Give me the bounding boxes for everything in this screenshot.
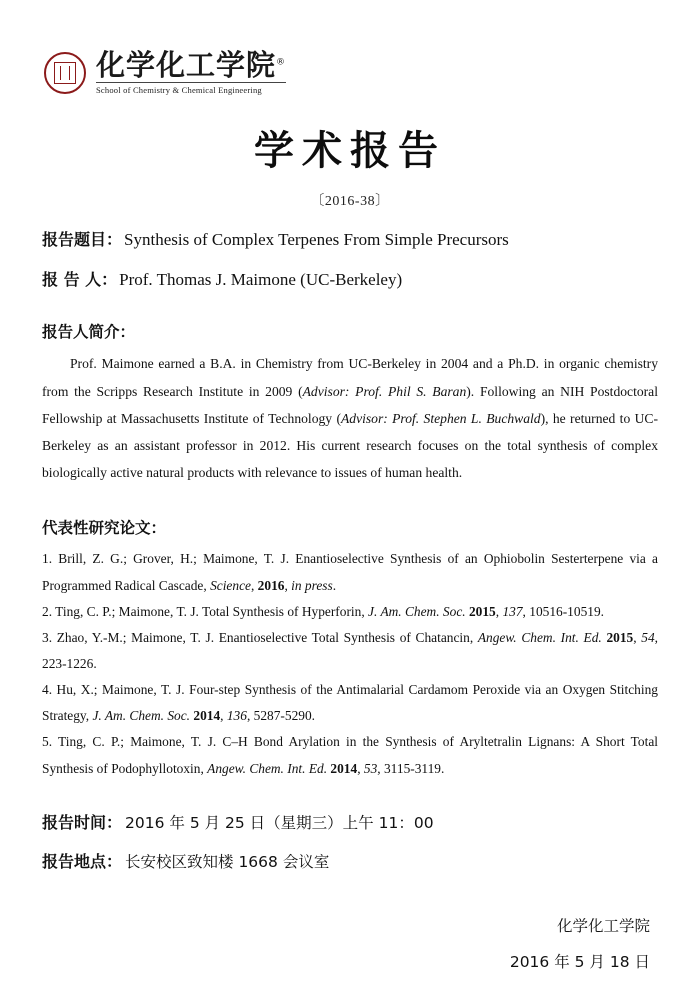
- text-run: , 10516-10519.: [522, 603, 605, 619]
- institution-logo: [42, 0, 658, 95]
- publication-item: [42, 599, 658, 625]
- text-run: Advisor: Prof. Stephen L. Buchwald: [340, 410, 541, 426]
- university-seal-icon: [44, 52, 86, 94]
- text-run: ,: [284, 577, 292, 593]
- text-run: 3. Zhao, Y.-M.; Maimone, T. J. Enantioselective Total Synthesis of Chatancin,: [42, 629, 478, 645]
- field-row-speaker: [42, 267, 658, 290]
- text-run: Advisor: Prof. Phil S. Baran: [302, 383, 467, 399]
- speaker-bio-paragraph: [42, 350, 658, 486]
- field-label-topic: 报告题目：: [42, 230, 123, 250]
- text-run: ). Following an NIH Postdoctoral Fellowship at Massachusetts Institute of Technology (: [42, 383, 658, 426]
- text-run: ,: [633, 629, 642, 645]
- text-run: , 5287-5290.: [246, 708, 316, 724]
- text-run: 1. Brill, Z. G.; Grover, H.; Maimone, T. J. Enantioselective Synthesis of an Ophiobolin Sesterterpene via a Programmed Radical Cascade,: [42, 551, 658, 593]
- meta-value-location: 长安校区致知楼 1668 会议室: [125, 852, 330, 871]
- page-title: 学术报告: [254, 128, 446, 175]
- text-run: .: [332, 577, 337, 593]
- logo-trademark: ®: [276, 57, 287, 68]
- logo-chinese-name: [96, 50, 286, 80]
- text-run: , 223-1226.: [42, 629, 658, 671]
- text-run: ,: [220, 708, 227, 724]
- meta-row-time: [42, 810, 658, 833]
- text-run: ,: [357, 760, 364, 776]
- text-run: 2016: [257, 577, 285, 593]
- text-run: 2015: [468, 603, 496, 619]
- field-value-topic: Synthesis of Complex Terpenes From Simple Precursors: [124, 230, 509, 250]
- text-run: 54: [641, 629, 655, 645]
- text-run: J. Am. Chem. Soc.: [368, 603, 466, 619]
- publication-item: [42, 677, 658, 729]
- text-run: , 3115-3119.: [377, 760, 445, 776]
- field-row-topic: [42, 227, 658, 250]
- text-run: 137: [502, 603, 523, 619]
- publication-item: [42, 625, 658, 677]
- text-run: 2014: [330, 760, 358, 776]
- text-run: ,: [495, 603, 503, 619]
- publication-item: [42, 546, 658, 598]
- text-run: Angew. Chem. Int. Ed.: [477, 629, 602, 645]
- text-run: 136: [226, 708, 247, 724]
- text-run: Angew. Chem. Int. Ed.: [207, 760, 328, 776]
- logo-chinese-text: 化学化工学院: [96, 48, 277, 82]
- text-run: 2. Ting, C. P.; Maimone, T. J. Total Synthesis of Hyperforin,: [42, 603, 369, 619]
- text-run: Prof. Maimone earned a B.A. in Chemistry from UC-Berkeley in 2004 and a Ph.D. in organic chemistry from the Scripps Research Institute in 2009 (: [42, 356, 658, 399]
- section-heading-publications: 代表性研究论文：: [42, 519, 167, 538]
- publication-item: [42, 729, 658, 781]
- signature-organization: 化学化工学院: [556, 916, 650, 935]
- text-run: 53: [363, 760, 378, 776]
- section-heading-bio: 报告人简介：: [42, 323, 136, 342]
- field-value-speaker: Prof. Thomas J. Maimone (UC-Berkeley): [119, 270, 403, 290]
- text-run: 2015: [606, 629, 634, 645]
- text-run: J. Am. Chem. Soc.: [92, 708, 191, 724]
- meta-row-location: [42, 849, 658, 872]
- text-run: 4. Hu, X.; Maimone, T. J. Four-step Synthesis of the Antimalarial Cardamom Peroxide via an Oxygen Stitching Strategy,: [42, 682, 658, 724]
- logo-text-block: [96, 50, 286, 95]
- publication-list: [42, 546, 658, 781]
- text-run: 2014: [193, 708, 221, 724]
- meta-label-location: 报告地点：: [42, 851, 123, 871]
- text-run: 5. Ting, C. P.; Maimone, T. J. C–H Bond Arylation in the Synthesis of Aryltetralin Lignans: A Short Total Synthesis of Podophyllotoxin,: [42, 734, 658, 776]
- meta-label-time: 报告时间：: [42, 812, 123, 832]
- text-run: ,: [250, 577, 258, 593]
- text-run: ), he returned to UC-Berkeley as an assistant professor in 2012. His current research focuses on the total synthesis of complex biologically active natural products with relevance to issues of human health.: [42, 410, 659, 481]
- text-run: in press: [291, 577, 333, 593]
- text-run: Science: [210, 577, 251, 593]
- signature-date: 2016 年 5 月 18 日: [509, 952, 650, 971]
- document-number: 〔2016-38〕: [310, 194, 390, 210]
- logo-english-name: School of Chemistry & Chemical Engineering: [96, 82, 286, 95]
- field-label-speaker: 报 告 人：: [42, 270, 118, 290]
- meta-value-time: 2016 年 5 月 25 日（星期三）上午 11：00: [125, 813, 434, 832]
